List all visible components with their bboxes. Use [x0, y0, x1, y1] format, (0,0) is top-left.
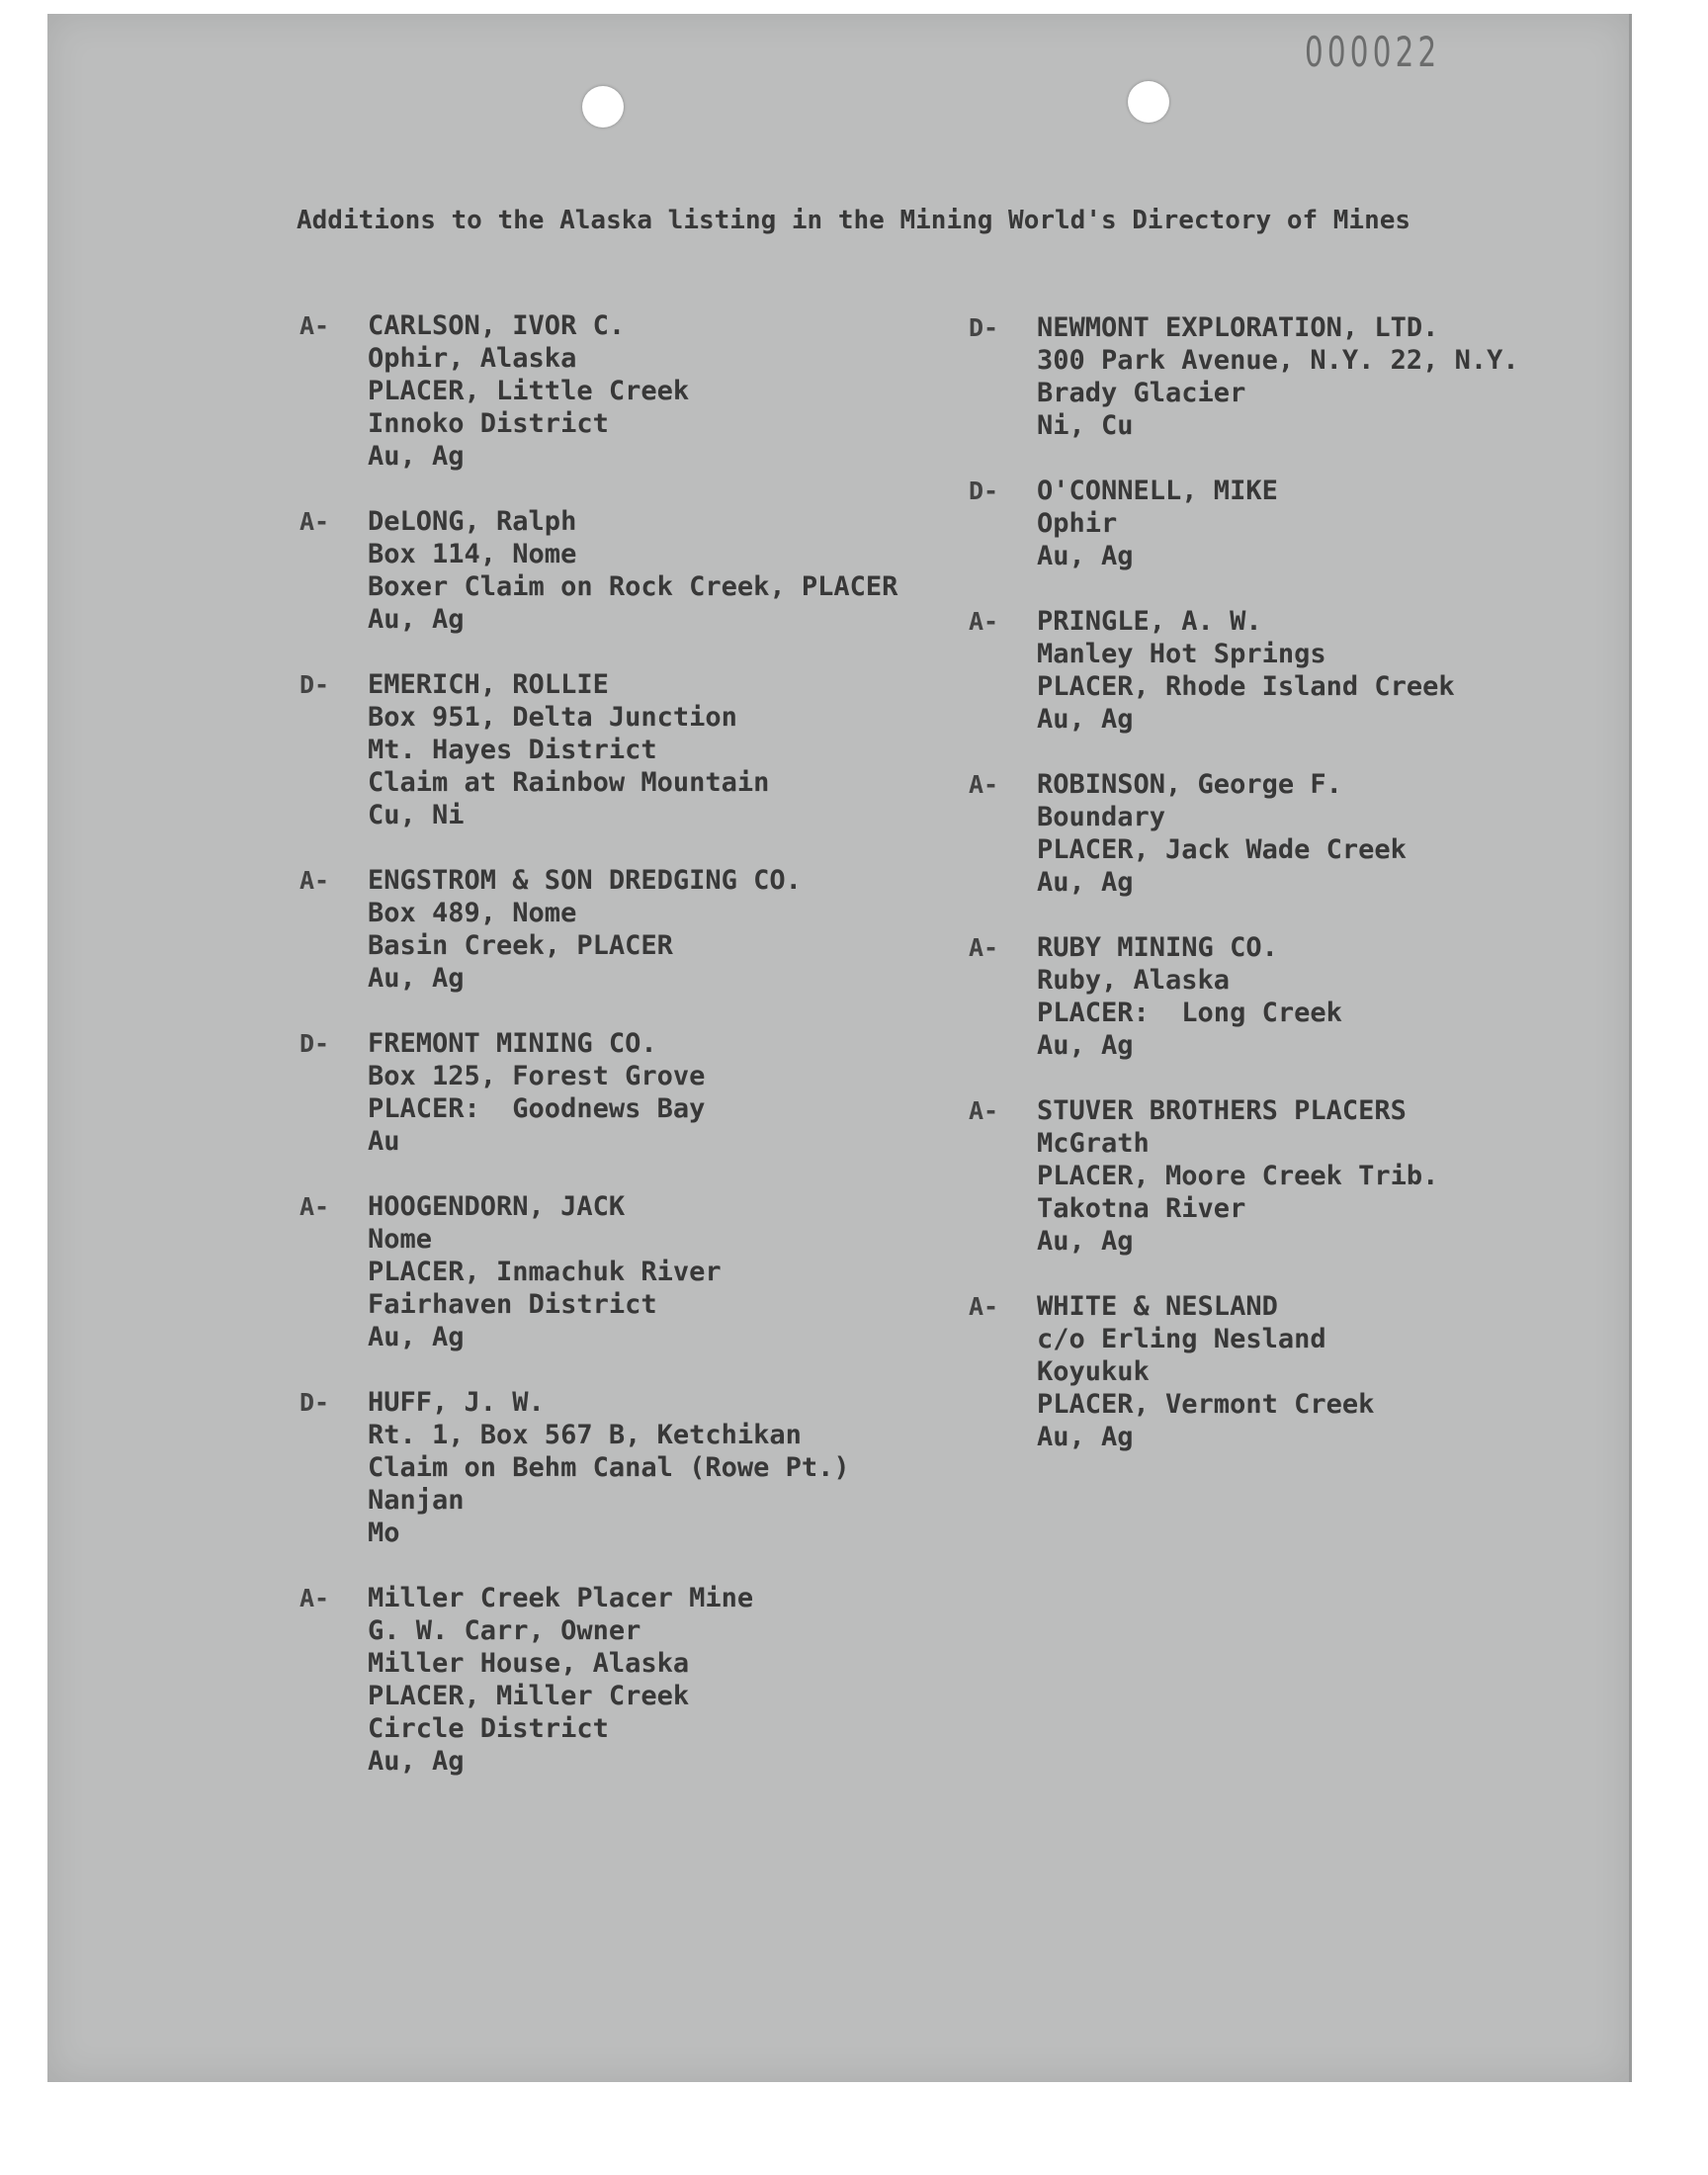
mine-entry: [299, 668, 932, 831]
entry-code: A-: [299, 866, 330, 895]
mine-entry: [299, 1582, 932, 1778]
page-stamp-number: 000022: [1305, 28, 1441, 76]
entry-lines: [368, 505, 897, 636]
entry-detail-line: Ni, Cu: [1037, 410, 1134, 441]
entry-detail-line: PLACER: Long Creek: [1037, 998, 1342, 1028]
entry-lines: [368, 1386, 850, 1549]
entry-code: D-: [299, 670, 330, 699]
entry-lines: [368, 864, 802, 995]
entry-code: A-: [299, 507, 330, 536]
entry-detail-line: Au, Ag: [368, 604, 465, 635]
entry-detail-line: Mo: [368, 1518, 400, 1548]
mine-entry: [299, 1386, 932, 1549]
entry-detail-line: Au, Ag: [1037, 867, 1134, 898]
entry-lines: [368, 309, 689, 473]
document-title: Additions to the Alaska listing in the Mining World's Directory of Mines: [297, 206, 1411, 235]
mine-entry: [969, 1094, 1601, 1258]
entry-detail-line: Au, Ag: [368, 963, 465, 994]
entry-name: CARLSON, IVOR C.: [368, 310, 626, 341]
entry-detail-line: Brady Glacier: [1037, 378, 1246, 408]
entry-detail-line: PLACER, Inmachuk River: [368, 1257, 722, 1287]
entry-detail-line: Ophir: [1037, 508, 1118, 539]
entry-name: FREMONT MINING CO.: [368, 1028, 657, 1059]
entry-detail-line: Boundary: [1037, 802, 1166, 832]
entry-code: A-: [969, 770, 999, 799]
entry-detail-line: Manley Hot Springs: [1037, 639, 1326, 669]
mine-entry: [299, 1190, 932, 1353]
entry-code: D-: [299, 1388, 330, 1417]
entry-lines: [1037, 768, 1407, 899]
entry-name: EMERICH, ROLLIE: [368, 669, 609, 700]
entry-detail-line: PLACER: Goodnews Bay: [368, 1093, 706, 1124]
entry-detail-line: PLACER, Vermont Creek: [1037, 1389, 1375, 1420]
mine-entry: [299, 864, 932, 995]
entry-name: ENGSTROM & SON DREDGING CO.: [368, 865, 802, 896]
entry-lines: [368, 668, 769, 831]
entry-detail-line: PLACER, Little Creek: [368, 376, 690, 406]
entry-detail-line: Circle District: [368, 1713, 609, 1744]
entry-detail-line: Ophir, Alaska: [368, 343, 577, 374]
entry-lines: [1037, 475, 1278, 572]
entry-code: D-: [969, 313, 999, 342]
entry-name: HOOGENDORN, JACK: [368, 1191, 626, 1222]
entry-lines: [1037, 1290, 1374, 1453]
entry-detail-line: Miller House, Alaska: [368, 1648, 690, 1679]
entry-code: A-: [969, 607, 999, 636]
entry-detail-line: Takotna River: [1037, 1193, 1246, 1224]
mine-entry: [969, 605, 1601, 736]
entry-name: STUVER BROTHERS PLACERS: [1037, 1095, 1407, 1126]
entry-lines: [368, 1190, 722, 1353]
entry-code: D-: [969, 477, 999, 505]
entry-detail-line: Au, Ag: [1037, 541, 1134, 571]
entry-code: A-: [969, 1096, 999, 1125]
right-column: [969, 311, 1601, 1486]
entry-detail-line: Claim at Rainbow Mountain: [368, 767, 770, 798]
mine-entry: [299, 1027, 932, 1158]
entry-detail-line: Box 951, Delta Junction: [368, 702, 737, 733]
entry-code: A-: [299, 1584, 330, 1612]
entry-detail-line: Au: [368, 1126, 400, 1157]
entry-detail-line: Ruby, Alaska: [1037, 965, 1231, 996]
entry-detail-line: Au, Ag: [1037, 704, 1134, 735]
mine-entry: [299, 505, 932, 636]
entry-lines: [1037, 931, 1342, 1062]
entry-detail-line: Fairhaven District: [368, 1289, 657, 1320]
entry-detail-line: McGrath: [1037, 1128, 1150, 1159]
entry-detail-line: PLACER, Rhode Island Creek: [1037, 671, 1455, 702]
entry-detail-line: 300 Park Avenue, N.Y. 22, N.Y.: [1037, 345, 1519, 376]
mine-entry: [969, 931, 1601, 1062]
entry-detail-line: Mt. Hayes District: [368, 735, 657, 765]
entry-detail-line: Au, Ag: [1037, 1422, 1134, 1452]
entry-lines: [368, 1027, 705, 1158]
entry-lines: [1037, 605, 1455, 736]
entry-name: DeLONG, Ralph: [368, 506, 577, 537]
entry-name: O'CONNELL, MIKE: [1037, 476, 1278, 506]
entry-detail-line: Au, Ag: [368, 441, 465, 472]
entry-detail-line: Rt. 1, Box 567 B, Ketchikan: [368, 1420, 802, 1450]
entry-lines: [368, 1582, 753, 1778]
entry-name: ROBINSON, George F.: [1037, 769, 1342, 800]
entry-code: A-: [299, 311, 330, 340]
entry-detail-line: G. W. Carr, Owner: [368, 1615, 641, 1646]
entry-detail-line: Boxer Claim on Rock Creek, PLACER: [368, 571, 898, 602]
entry-detail-line: Au, Ag: [1037, 1030, 1134, 1061]
entry-lines: [1037, 311, 1519, 442]
entry-detail-line: Nome: [368, 1224, 433, 1255]
entry-name: HUFF, J. W.: [368, 1387, 545, 1418]
entry-detail-line: Koyukuk: [1037, 1356, 1150, 1387]
entry-name: Miller Creek Placer Mine: [368, 1583, 754, 1613]
page-edge: [1629, 14, 1632, 2082]
entry-detail-line: Au, Ag: [1037, 1226, 1134, 1257]
entry-name: PRINGLE, A. W.: [1037, 606, 1262, 637]
entry-detail-line: PLACER, Moore Creek Trib.: [1037, 1161, 1439, 1191]
entry-detail-line: PLACER, Miller Creek: [368, 1681, 690, 1711]
entry-detail-line: PLACER, Jack Wade Creek: [1037, 834, 1407, 865]
entry-detail-line: Nanjan: [368, 1485, 465, 1516]
entry-name: WHITE & NESLAND: [1037, 1291, 1278, 1322]
punch-hole-right: [1128, 81, 1169, 123]
entry-code: A-: [969, 933, 999, 962]
punch-hole-left: [582, 86, 624, 128]
entry-detail-line: Au, Ag: [368, 1746, 465, 1777]
entry-detail-line: Box 114, Nome: [368, 539, 577, 569]
mine-entry: [969, 311, 1601, 442]
entry-code: A-: [299, 1192, 330, 1221]
mine-entry: [969, 475, 1601, 572]
entry-detail-line: Au, Ag: [368, 1322, 465, 1352]
entry-lines: [1037, 1094, 1438, 1258]
mine-entry: [969, 1290, 1601, 1453]
entry-name: NEWMONT EXPLORATION, LTD.: [1037, 312, 1439, 343]
entry-code: A-: [969, 1292, 999, 1321]
mine-entry: [969, 768, 1601, 899]
entry-detail-line: c/o Erling Nesland: [1037, 1324, 1326, 1354]
entry-code: D-: [299, 1029, 330, 1058]
entry-detail-line: Cu, Ni: [368, 800, 465, 830]
entry-detail-line: Basin Creek, PLACER: [368, 930, 673, 961]
entry-detail-line: Box 125, Forest Grove: [368, 1061, 706, 1091]
entry-name: RUBY MINING CO.: [1037, 932, 1278, 963]
mine-entry: [299, 309, 932, 473]
left-column: [299, 309, 932, 1810]
entry-detail-line: Claim on Behm Canal (Rowe Pt.): [368, 1452, 850, 1483]
entry-detail-line: Innoko District: [368, 408, 609, 439]
entry-detail-line: Box 489, Nome: [368, 898, 577, 928]
